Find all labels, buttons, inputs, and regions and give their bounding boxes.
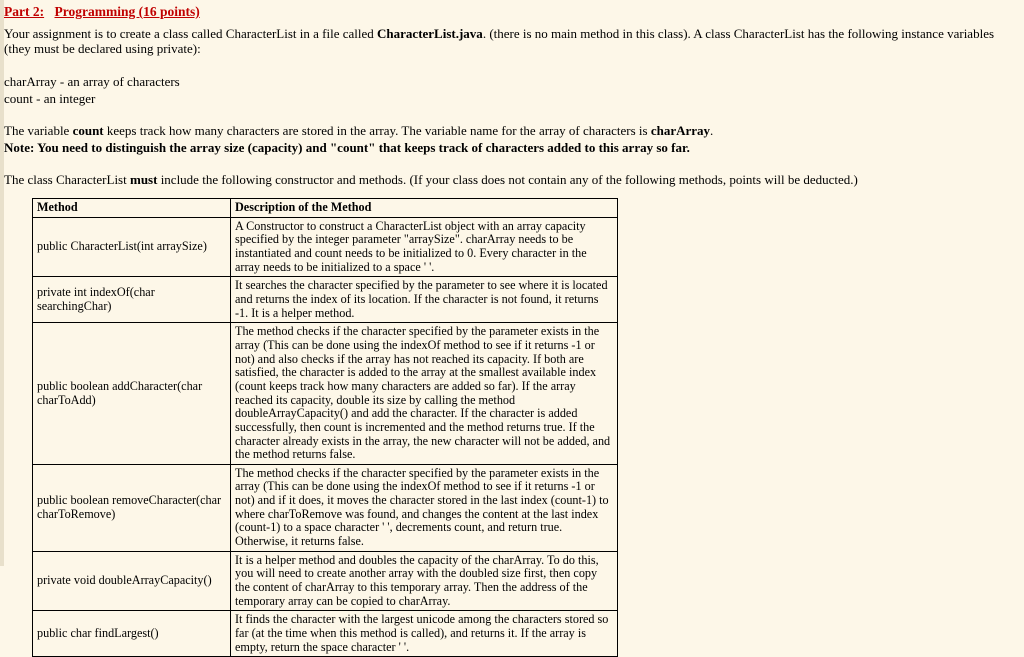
method-signature: public char findLargest() [33,611,231,657]
method-signature: private void doubleArrayCapacity() [33,551,231,611]
column-header-description: Description of the Method [231,199,618,218]
count-desc-c: . [710,123,714,139]
must-include-a: The class CharacterList [4,172,130,188]
table-header-row [33,199,618,218]
method-signature: public CharacterList(int arraySize) [33,217,231,277]
method-signature: public boolean removeCharacter(char charToRemove) [33,464,231,551]
methods-table [32,198,618,657]
instance-variable-chararray: charArray - an array of characters [4,74,180,90]
instance-variable-count: count - an integer [4,90,96,106]
table-row [33,464,618,551]
must-bold: must [129,172,158,188]
table-row [33,323,618,465]
part-subtitle: Programming (16 points) [54,4,200,19]
table-row [33,277,618,323]
assignment-intro-paragraph [4,26,1022,57]
method-signature: public boolean addCharacter(char charToAdd) [33,323,231,465]
count-bold: count [72,123,104,139]
table-row [33,551,618,611]
document-content [4,0,1024,657]
filename-bold: CharacterList.java [377,25,483,41]
method-description: A Constructor to construct a CharacterList object with an array capacity specified by the integer parameter "arraySize". charArray needs to be instantiated and count needs to be initialized to 0. Every character in the array needs to be initialized to a space ' '. [231,217,618,277]
chararray-bold: charArray [650,123,711,139]
column-header-method: Method [33,199,231,218]
table-row [33,611,618,657]
method-description: The method checks if the character specified by the parameter exists in the array (This can be done using the indexOf method to see if it returns -1 or not) and also checks if the array has not reached its capacity. If both are satisfied, the character is added to the array at the smallest available index (count keeps track how many characters are added so far). If the array reached its capacity, double its size by calling the method doubleArrayCapacity() and add the character. If the character is added successfully, then count is incremented and the method returns true. If the character already exists in the array, the new character will not be added, and the method returns false. [231,323,618,465]
must-include-paragraph [4,172,1022,188]
intro-text-after-filename: . (there is no main method in this class). A class CharacterList has the following instance variables (they must be declared using private): [4,25,995,57]
intro-text-before-filename: Your assignment is to create a class called CharacterList in a file called [4,25,378,41]
page-title [4,5,1022,20]
method-description: It searches the character specified by the parameter to see where it is located and returns the index of its location. If the character is not found, it returns -1. It is a helper method. [231,277,618,323]
distinguish-note: Note: You need to distinguish the array size (capacity) and "count" that keeps track of characters added to this array so far. [4,139,690,155]
table-row [33,217,618,277]
count-desc-a: The variable [4,123,73,139]
must-include-b: include the following constructor and methods. (If your class does not contain any of the following methods, points will be deducted.) [157,172,858,188]
method-signature: private int indexOf(char searchingChar) [33,277,231,323]
part-label: Part 2: [4,4,45,19]
method-description: It is a helper method and doubles the capacity of the charArray. To do this, you will need to create another array with the doubled size first, then copy the content of charArray to this temporary array. Then the address of the temporary array can be copied to charArray. [231,551,618,611]
method-description: It finds the character with the largest unicode among the characters stored so far (at the time when this method is called), and returns it. If the array is empty, return the space character ' '. [231,611,618,657]
method-description: The method checks if the character specified by the parameter exists in the array (This can be done using the indexOf method to see if it returns -1 or not) and if it does, it moves the character stored in the last index (count-1) to where charToRemove was found, and changes the content at the last index (count-1) to a space character ' ', decrements count, and return true. Otherwise, it returns false. [231,464,618,551]
count-description-paragraph [4,123,1022,139]
count-desc-b: keeps track how many characters are stored in the array. The variable name for the array of characters is [103,123,651,139]
